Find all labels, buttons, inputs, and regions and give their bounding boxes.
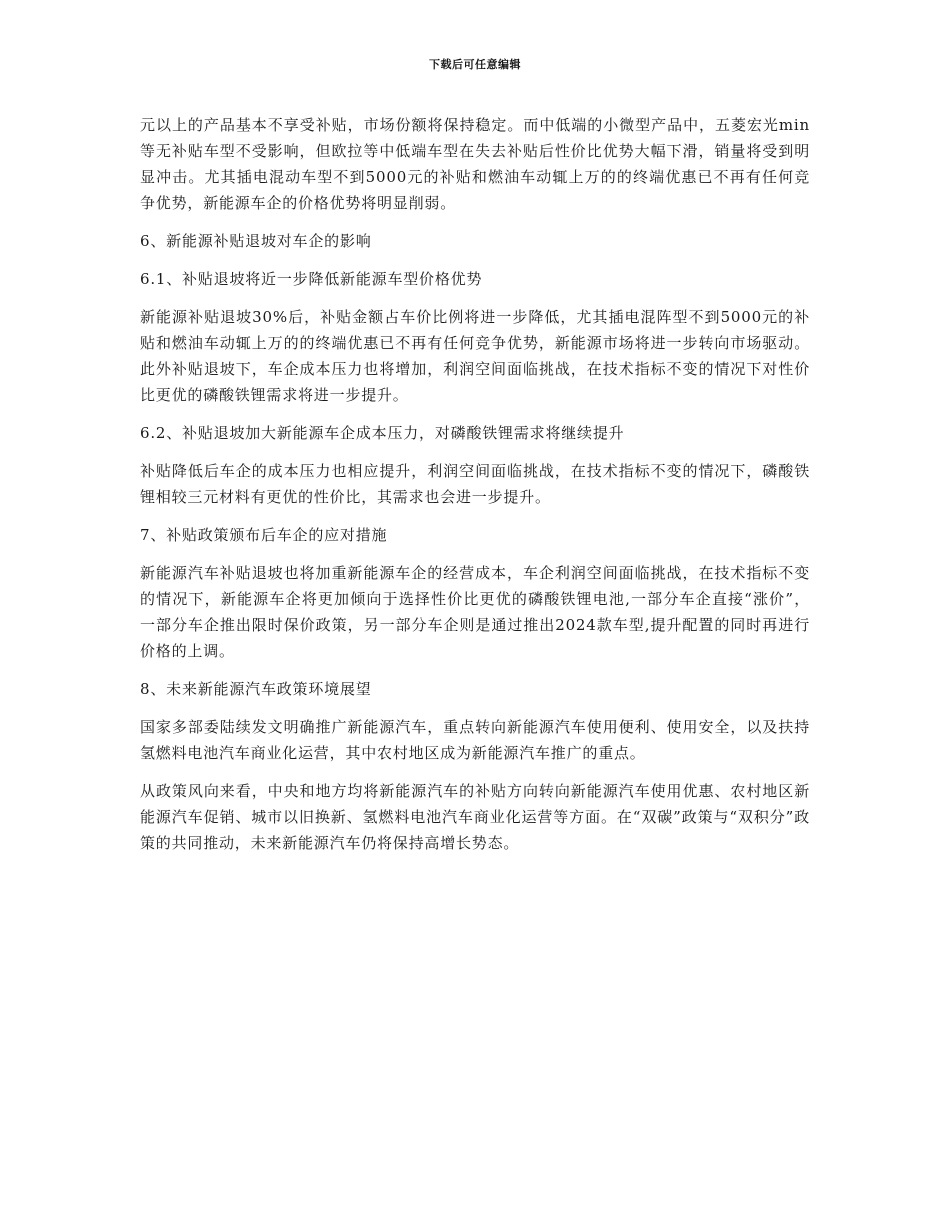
- page-header-note: 下载后可任意编辑: [429, 58, 521, 71]
- paragraph-7: 新能源汽车补贴退坡也将加重新能源车企的经营成本，车企利润空间面临挑战，在技术指标不变的情况下，新能源车企将更加倾向于选择性价比更优的磷酸铁锂电池,一部分车企直接“涨价”，一部分车企推出限时保价政策，另一部分车企则是通过推出2024款车型,提升配置的同时再进行价格的上调。: [140, 564, 810, 660]
- section-heading-6-1: 6.1、补贴退坡将近一步降低新能源车型价格优势: [140, 270, 483, 288]
- section-heading-6: 6、新能源补贴退坡对车企的影响: [140, 232, 372, 250]
- section-heading-7: 7、补贴政策颁布后车企的应对措施: [140, 526, 388, 544]
- document-body: [140, 112, 810, 868]
- paragraph-6-2: 补贴降低后车企的成本压力也相应提升，利润空间面临挑战，在技术指标不变的情况下，磷酸铁锂相较三元材料有更优的性价比，其需求也会进一步提升。: [140, 462, 810, 506]
- section-heading-8: 8、未来新能源汽车政策环境展望: [140, 680, 372, 698]
- section-heading-6-2: 6.2、补贴退坡加大新能源车企成本压力，对磷酸铁锂需求将继续提升: [140, 424, 625, 442]
- paragraph-8-2: 从政策风向来看，中央和地方均将新能源汽车的补贴方向转向新能源汽车使用优惠、农村地区新能源汽车促销、城市以旧换新、氢燃料电池汽车商业化运营等方面。在“双碳”政策与“双积分”政策的共同推动，未来新能源汽车仍将保持高增长势态。: [140, 782, 810, 852]
- paragraph-subsidy-market-impact: 元以上的产品基本不享受补贴，市场份额将保持稳定。而中低端的小微型产品中，五菱宏光min等无补贴车型不受影响，但欧拉等中低端车型在失去补贴后性价比优势大幅下滑，销量将受到明显冲击。尤其插电混动车型不到5000元的补贴和燃油车动辄上万的的终端优惠已不再有任何竞争优势，新能源车企的价格优势将明显削弱。: [140, 116, 810, 212]
- paragraph-8-1: 国家多部委陆续发文明确推广新能源汽车，重点转向新能源汽车使用便利、使用安全，以及扶持氢燃料电池汽车商业化运营，其中农村地区成为新能源汽车推广的重点。: [140, 718, 810, 762]
- paragraph-6-1: 新能源补贴退坡30%后，补贴金额占车价比例将进一步降低，尤其插电混阵型不到5000元的补贴和燃油车动辄上万的的终端优惠已不再有任何竞争优势，新能源市场将进一步转向市场驱动。此外补贴退坡下，车企成本压力也将增加，利润空间面临挑战，在技术指标不变的情况下对性价比更优的磷酸铁锂需求将进一步提升。: [140, 308, 810, 404]
